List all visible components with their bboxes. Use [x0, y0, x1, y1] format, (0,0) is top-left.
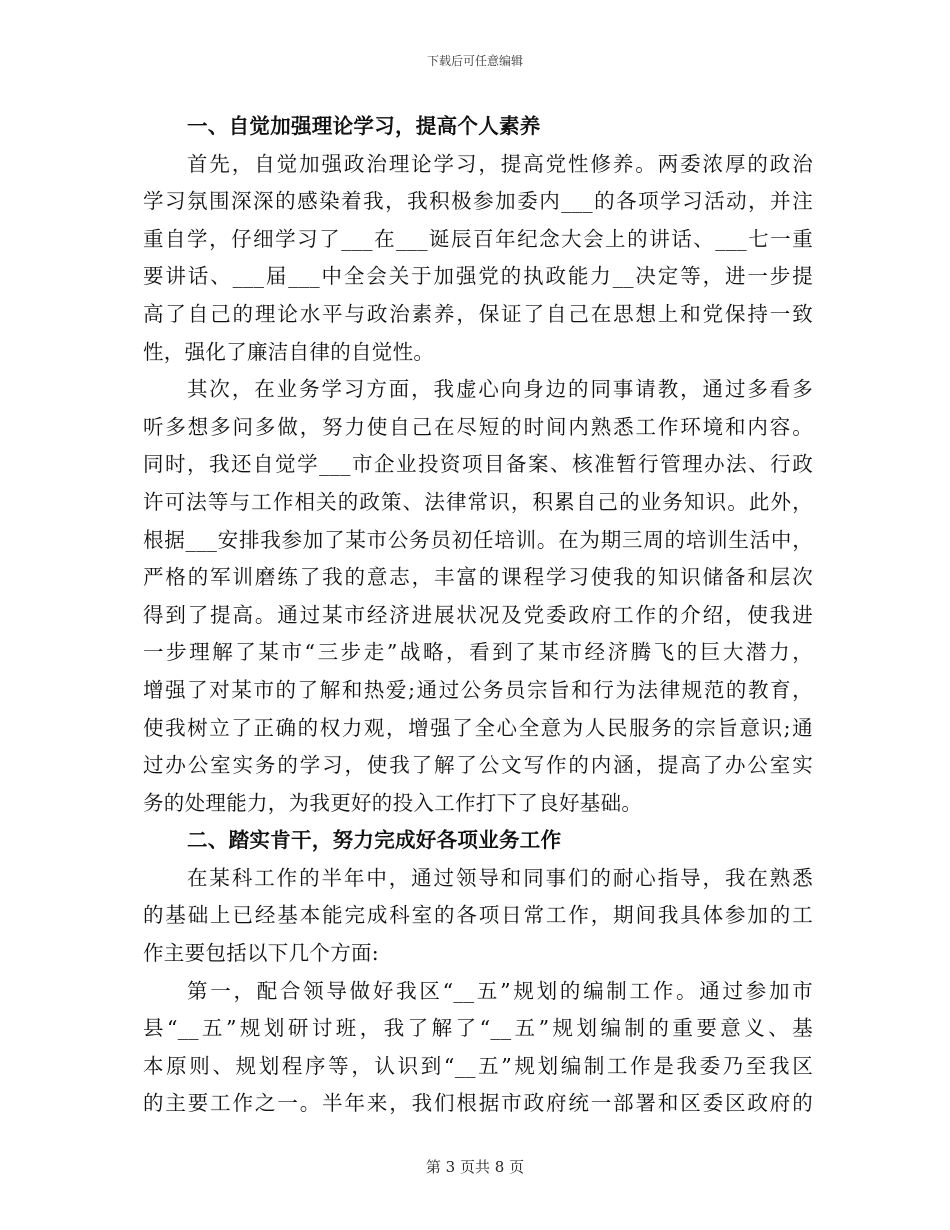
paragraph-line: 根据___安排我参加了某市公务员初任培训。在为期三周的培训生活中， [143, 527, 813, 552]
paragraph-line: 务的处理能力，为我更好的投入工作打下了良好基础。 [143, 790, 643, 815]
paragraph-line: 重自学，仔细学习了___在___诞辰百年纪念大会上的讲话、___七一重 [143, 226, 813, 251]
paragraph-line: 性，强化了廉洁自律的自觉性。 [143, 339, 435, 364]
paragraph-line: 过办公室实务的学习，使我了解了公文写作的内涵，提高了办公室实 [143, 753, 813, 778]
paragraph-line: 在某科工作的半年中，通过领导和同事们的耐心指导，我在熟悉 [187, 865, 813, 890]
paragraph-line: 要讲话、___届___中全会关于加强党的执政能力__决定等，进一步提 [143, 264, 813, 289]
section-heading: 二、踏实肯干，努力完成好各项业务工作 [187, 828, 562, 853]
paragraph-line: 作主要包括以下几个方面: [143, 941, 380, 966]
paragraph-line: 学习氛围深深的感染着我，我积极参加委内___的各项学习活动，并注 [143, 189, 813, 214]
paragraph-line: 一步理解了某市“三步走”战略，看到了某市经济腾飞的巨大潜力， [143, 640, 813, 665]
paragraph-line: 许可法等与工作相关的政策、法律常识，积累自己的业务知识。此外， [143, 489, 813, 514]
paragraph-line: 听多想多问多做，努力使自己在尽短的时间内熟悉工作环境和内容。 [143, 414, 813, 439]
paragraph-line: 第一，配合领导做好我区“__五”规划的编制工作。通过参加市 [187, 978, 813, 1003]
paragraph-line: 其次，在业务学习方面，我虚心向身边的同事请教，通过多看多 [187, 377, 813, 402]
paragraph-line: 县“__五”规划研讨班，我了解了“__五”规划编制的重要意义、基 [143, 1016, 813, 1041]
paragraph-line: 严格的军训磨练了我的意志，丰富的课程学习使我的知识储备和层次 [143, 565, 813, 590]
paragraph-line: 本原则、规划程序等，认识到“__五”规划编制工作是我委乃至我区 [143, 1053, 813, 1078]
page-footer: 第 3 页共 8 页 [425, 1158, 525, 1176]
paragraph-line: 得到了提高。通过某市经济进展状况及党委政府工作的介绍，使我进 [143, 602, 813, 627]
paragraph-line: 高了自己的理论水平与政治素养，保证了自己在思想上和党保持一致 [143, 301, 813, 326]
paragraph-line: 的主要工作之一。半年来，我们根据市政府统一部署和区委区政府的 [143, 1091, 813, 1116]
paragraph-line: 使我树立了正确的权力观，增强了全心全意为人民服务的宗旨意识;通 [143, 715, 813, 740]
section-heading: 一、自觉加强理论学习，提高个人素养 [187, 114, 541, 138]
paragraph-line: 首先，自觉加强政治理论学习，提高党性修养。两委浓厚的政治 [187, 151, 813, 176]
document-body [143, 108, 813, 1123]
paragraph-line: 的基础上已经基本能完成科室的各项日常工作，期间我具体参加的工 [143, 903, 813, 928]
paragraph-line: 增强了对某市的了解和热爱;通过公务员宗旨和行为法律规范的教育， [143, 677, 813, 702]
paragraph-line: 同时，我还自觉学___市企业投资项目备案、核准暂行管理办法、行政 [143, 452, 813, 477]
page-header: 下载后可任意编辑 [426, 54, 523, 68]
